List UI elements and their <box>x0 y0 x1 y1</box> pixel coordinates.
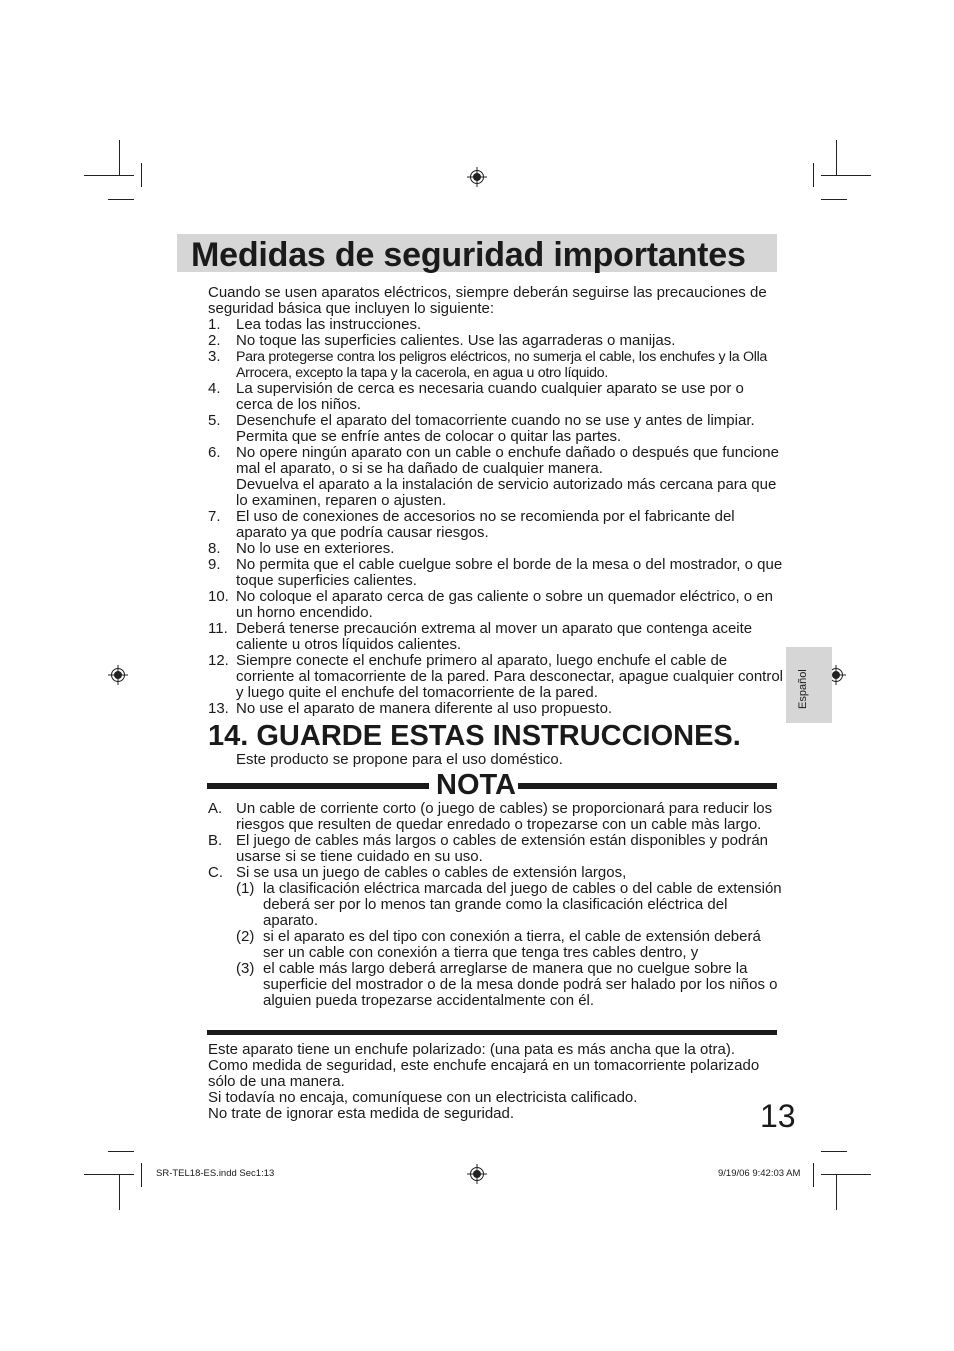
list-item: B. El juego de cables más largos o cables de extensión están disponibles y podrán usarse si se tiene cuidado en su uso. <box>208 832 769 865</box>
language-tab-label: Español <box>797 669 809 709</box>
page-title: Medidas de seguridad importantes <box>191 236 746 274</box>
list-item: 5. Desenchufe el aparato del tomacorriente cuando no se use y antes de limpiar. Permita que se enfríe antes de colocar o quitar las partes. <box>208 412 755 445</box>
list-item: 10. No coloque el aparato cerca de gas caliente o sobre un quemador eléctrico, o en un horno encendido. <box>208 588 774 621</box>
list-item: 3. Para protegerse contra los peligros eléctricos, no sumerja el cable, los enchufes y la Olla Arrocera, excepto la tapa y la cacerola, en agua u otro líquido. <box>208 348 768 381</box>
list-item: 9. No permita que el cable cuelgue sobre el borde de la mesa o del mostrador, o que toque superficies calientes. <box>208 556 783 589</box>
list-item: A. Un cable de corriente corto (o juego de cables) se proporcionará para reducir los riesgos que resulten de quedar enredado o tropezarse con un cable màs largo. <box>208 800 773 833</box>
nota-rule-left <box>207 783 429 789</box>
list-item: (1) la clasificación eléctrica marcada del juego de cables o del cable de extensión deberá ser por lo menos tan grande como la clasificación eléctrica del aparato. <box>236 880 782 929</box>
list-item: (3) el cable más largo deberá arreglarse de manera que no cuelgue sobre la superficie del mostrador o de la mesa donde podrá ser halado por los niños o alguien pueda tropezarse accidentalmente con él. <box>236 960 778 1009</box>
registration-mark-left-icon <box>111 668 125 682</box>
save-instructions-heading: 14. GUARDE ESTAS INSTRUCCIONES. <box>208 720 741 752</box>
list-item: 4. La supervisión de cerca es necesaria cuando cualquier aparato se use por o cerca de los niños. <box>208 380 744 413</box>
household-use-note: Este producto se propone para el uso doméstico. <box>236 751 563 768</box>
footer-file-info: SR-TEL18-ES.indd Sec1:13 <box>156 1168 275 1179</box>
list-item: 8. No lo use en exteriores. <box>208 540 395 557</box>
safety-list <box>208 317 783 717</box>
nota-rule-right <box>518 783 777 789</box>
nota-list <box>208 801 783 1009</box>
nota-heading: NOTA <box>436 769 517 801</box>
list-item: C. Si se usa un juego de cables o cables de extensión largos, <box>208 864 627 881</box>
list-item: 7. El uso de conexiones de accesorios no se recomienda por el fabricante del aparato ya que podría causar riesgos. <box>208 508 735 541</box>
registration-mark-bottom-icon <box>470 1167 484 1181</box>
list-item: 11. Deberá tenerse precaución extrema al mover un aparato que contenga aceite caliente u otros líquidos calientes. <box>208 620 753 653</box>
intro-text: Cuando se usen aparatos eléctricos, siempre deberán seguirse las precauciones de seguridad básica que incluyen lo siguiente: <box>208 284 767 317</box>
list-item: 1. Lea todas las instrucciones. <box>208 316 422 333</box>
list-item: (2) si el aparato es del tipo con conexión a tierra, el cable de extensión deberá ser un cable con conexión a tierra que tenga tres cables dentro, y <box>236 928 761 961</box>
polarized-plug-note: Este aparato tiene un enchufe polarizado: (una pata es más ancha que la otra). Como medida de seguridad, este enchufe encajará en un tomacorriente polarizado sólo de una manera. Si todavía no encaja, comuníquese con un electricista calificado. No trate de ignorar esta medida de seguridad. <box>208 1041 760 1122</box>
language-tab <box>786 647 832 723</box>
footer-timestamp: 9/19/06 9:42:03 AM <box>718 1168 801 1179</box>
list-item: 12. Siempre conecte el enchufe primero al aparato, luego enchufe el cable de corriente al tomacorriente de la pared. Para desconectar, apague cualquier control y luego quite el enchufe del tomacorriente de la pared. <box>208 652 783 701</box>
registration-mark-top-icon <box>470 170 484 184</box>
list-item: 2. No toque las superficies calientes. Use las agarraderas o manijas. <box>208 332 676 349</box>
list-item: 13. No use el aparato de manera diferente al uso propuesto. <box>208 700 613 717</box>
page-number: 13 <box>760 1098 796 1134</box>
nota-bottom-rule <box>207 1030 777 1035</box>
list-item: 6. No opere ningún aparato con un cable o enchufe dañado o después que funcione mal el aparato, o si se ha dañado de cualquier manera. Devuelva el aparato a la instalación de servicio autorizado más cercana para que lo examinen, reparen o ajusten. <box>208 444 779 509</box>
